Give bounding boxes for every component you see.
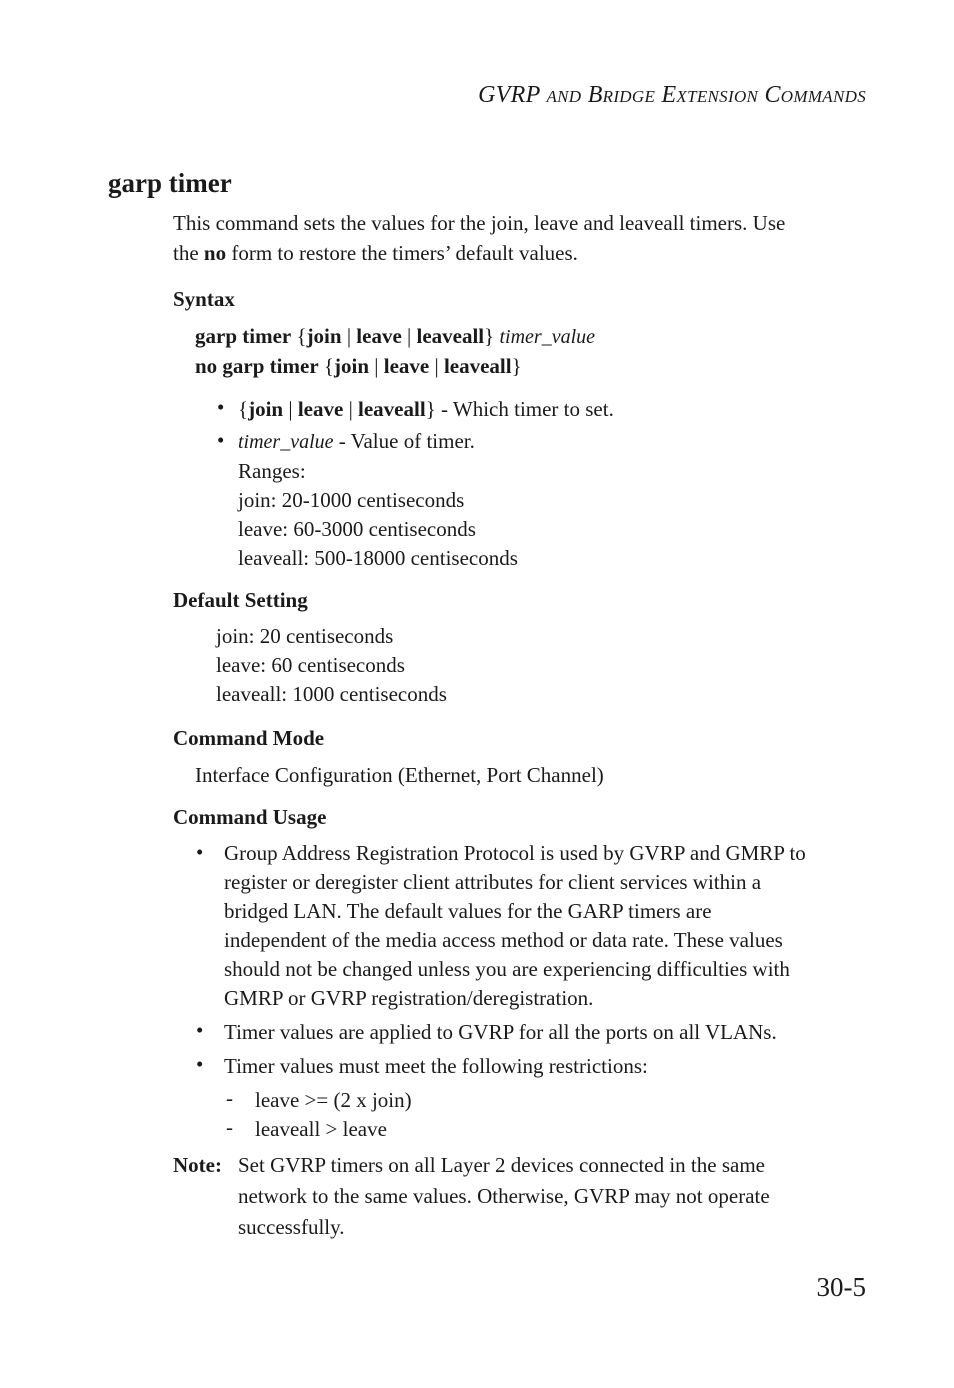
kw: leaveall [443, 354, 512, 378]
range-line: join: 20-1000 centiseconds [238, 488, 465, 512]
note-line: Set GVRP timers on all Layer 2 devices connected in the same [238, 1153, 765, 1177]
usage-line: should not be changed unless you are experiencing difficulties with [224, 957, 790, 981]
default-line: leaveall: 1000 centiseconds [216, 682, 447, 706]
usage-line: Group Address Registration Protocol is used by GVRP and GMRP to [224, 841, 806, 865]
brace: { [238, 397, 249, 421]
header-gvrp: GVRP [478, 82, 541, 108]
param: timer_value [238, 431, 334, 453]
text-run: - Value of timer. [333, 429, 475, 453]
syntax-line [195, 352, 595, 381]
sep: | [429, 354, 444, 378]
text-run: the [173, 241, 204, 265]
default-line: leave: 60 centiseconds [216, 653, 405, 677]
brace: { [291, 324, 307, 348]
header-ridge: RIDGE [602, 87, 656, 106]
note-label: Note: [173, 1153, 222, 1177]
usage-line: register or deregister client attributes for client services within a [224, 870, 762, 894]
syntax-bullet-2 [238, 427, 518, 573]
brace: { [318, 354, 334, 378]
default-heading: Default Setting [173, 588, 308, 612]
cmd: garp timer [195, 324, 292, 348]
syntax-line [195, 322, 595, 352]
page-title: garp timer [108, 168, 232, 198]
header-ommands: OMMANDS [780, 87, 866, 106]
usage-heading: Command Usage [173, 805, 327, 829]
usage-bullet-2: Timer values are applied to GVRP for all the ports on all VLANs. [224, 1020, 777, 1044]
kw: leaveall [358, 397, 426, 421]
kw: leave [356, 324, 402, 348]
usage-bullet-1 [224, 839, 806, 1013]
bullet-marker: • [196, 840, 204, 864]
syntax-block [195, 322, 595, 381]
param: timer_value [499, 326, 596, 348]
dash-marker: - [226, 1115, 233, 1139]
intro-line [173, 238, 785, 268]
kw: join [248, 397, 284, 421]
brace: } [511, 354, 522, 378]
header-b: B [587, 82, 603, 108]
header-and: AND [546, 87, 582, 106]
usage-line: GMRP or GVRP registration/deregistration. [224, 986, 594, 1010]
text-run: form to restore the timers’ default values. [226, 241, 578, 265]
bullet-marker: • [196, 1052, 204, 1076]
sep: | [401, 324, 417, 348]
dash-marker: - [226, 1086, 233, 1110]
text-run: } - Which timer to set. [425, 397, 614, 421]
range-line: leave: 60-3000 centiseconds [238, 517, 476, 541]
brace: } [484, 324, 500, 348]
running-header [478, 82, 866, 109]
sep: | [343, 397, 359, 421]
default-block [216, 622, 447, 709]
cmd: no garp timer [195, 354, 319, 378]
usage-line: independent of the media access method or data rate. These values [224, 928, 783, 952]
kw: join [306, 324, 342, 348]
sep: | [369, 354, 384, 378]
kw: leave [297, 397, 344, 421]
syntax-heading: Syntax [173, 287, 235, 311]
header-c: C [764, 82, 781, 108]
mode-text: Interface Configuration (Ethernet, Port Channel) [195, 763, 604, 787]
sep: | [283, 397, 298, 421]
bullet-marker: • [196, 1018, 204, 1042]
note-line: successfully. [238, 1215, 345, 1239]
intro-line: This command sets the values for the join, leave and leaveall timers. Use [173, 211, 786, 235]
keyword-no: no [203, 241, 227, 265]
range-line: Ranges: [238, 459, 306, 483]
usage-dash-2: leaveall > leave [255, 1117, 387, 1141]
bullet-marker: • [217, 428, 225, 452]
bullet-marker: • [217, 395, 225, 419]
kw: leave [383, 354, 430, 378]
sep: | [341, 324, 357, 348]
usage-bullet-3: Timer values must meet the following restrictions: [224, 1054, 648, 1078]
mode-heading: Command Mode [173, 726, 325, 750]
kw: leaveall [416, 324, 485, 348]
bullet-line [238, 427, 518, 457]
range-line: leaveall: 500-18000 centiseconds [238, 546, 518, 570]
usage-line: bridged LAN. The default values for the GARP timers are [224, 899, 712, 923]
page-number: 30-5 [816, 1272, 866, 1302]
syntax-bullet-1 [238, 394, 614, 424]
kw: join [334, 354, 370, 378]
note-text [238, 1150, 770, 1243]
intro-paragraph [173, 208, 785, 268]
header-e: E [661, 82, 677, 108]
default-line: join: 20 centiseconds [216, 624, 394, 648]
note-line: network to the same values. Otherwise, GVRP may not operate [238, 1184, 770, 1208]
usage-dash-1: leave >= (2 x join) [255, 1088, 412, 1112]
header-xtension: XTENSION [676, 87, 759, 106]
